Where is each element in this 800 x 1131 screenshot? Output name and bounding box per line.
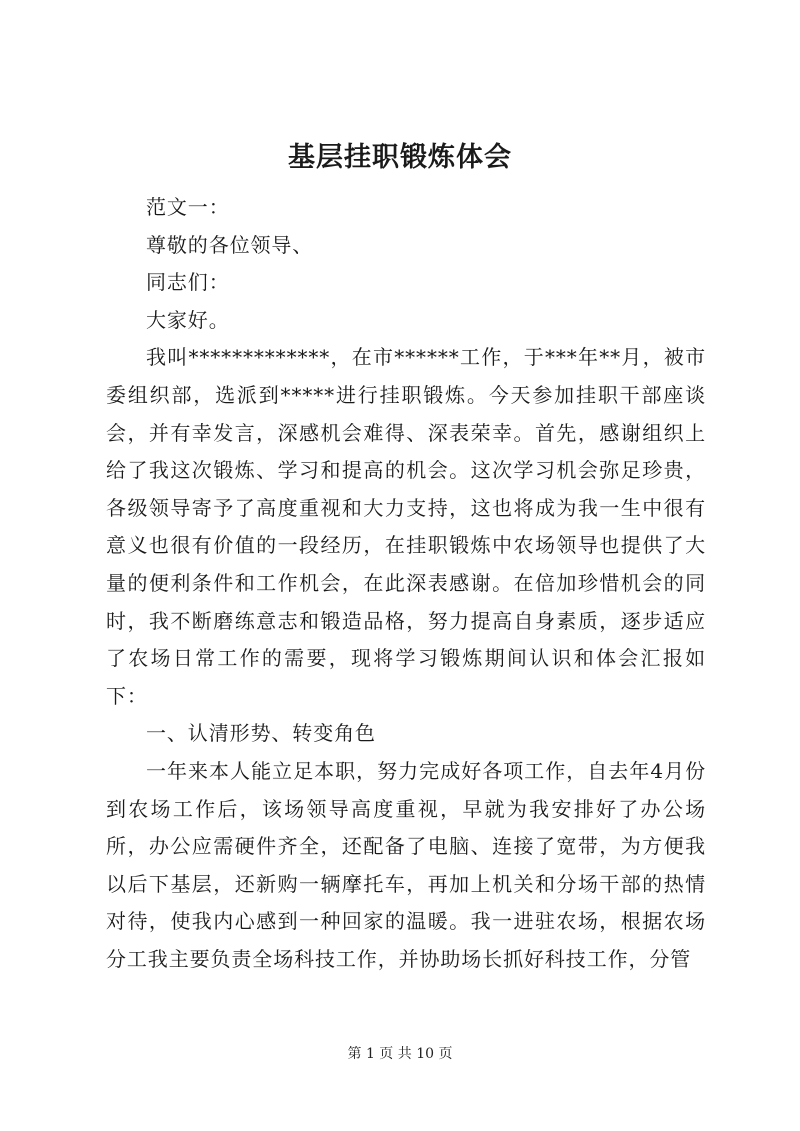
paragraph-introduction: 我叫*************，在市******工作，于***年**月，被市委组织部，选派到*****进行挂职锻炼。今天参加挂职干部座谈会，并有幸发言，深感机会难得、深表荣幸。首先，感谢组织上给了我这次锻炼、学习和提高的机会。这次学习机会弥足珍贵，各级领导寄予了高度重视和大力支持，这也将成为我一生中很有意义也很有价值的一段经历，在挂职锻炼中农场领导也提供了大量的便利条件和工作机会，在此深表感谢。在倍加珍惜机会的同时，我不断磨练意志和锻造品格，努力提高自身素质，逐步适应了农场日常工作的需要，现将学习锻炼期间认识和体会汇报如下： (106, 345, 706, 708)
paragraph-section-body: 一年来本人能立足本职，努力完成好各项工作，自去年4月份到农场工作后，该场领导高度重视，早就为我安排好了办公场所，办公应需硬件齐全，还配备了电脑、连接了宽带，为方便我以后下基层，还新购一辆摩托车，再加上机关和分场干部的热情对待，使我内心感到一种回家的温暖。我一进驻农场，根据农场分工我主要负责全场科技工作，并协助场长抓好科技工作，分管 (106, 758, 706, 971)
paragraph-section-heading: 一、认清形势、转变角色 (146, 721, 376, 746)
paragraph-greeting: 大家好。 (146, 307, 230, 332)
paragraph-salutation-comrades: 同志们： (146, 270, 230, 295)
paragraph-salutation-leaders: 尊敬的各位领导、 (146, 232, 314, 257)
page-number-footer: 第 1 页 共 10 页 (347, 1046, 453, 1062)
document-body (106, 189, 706, 978)
document-title: 基层挂职锻炼体会 (288, 142, 512, 173)
paragraph-heading-sample: 范文一： (146, 195, 230, 219)
